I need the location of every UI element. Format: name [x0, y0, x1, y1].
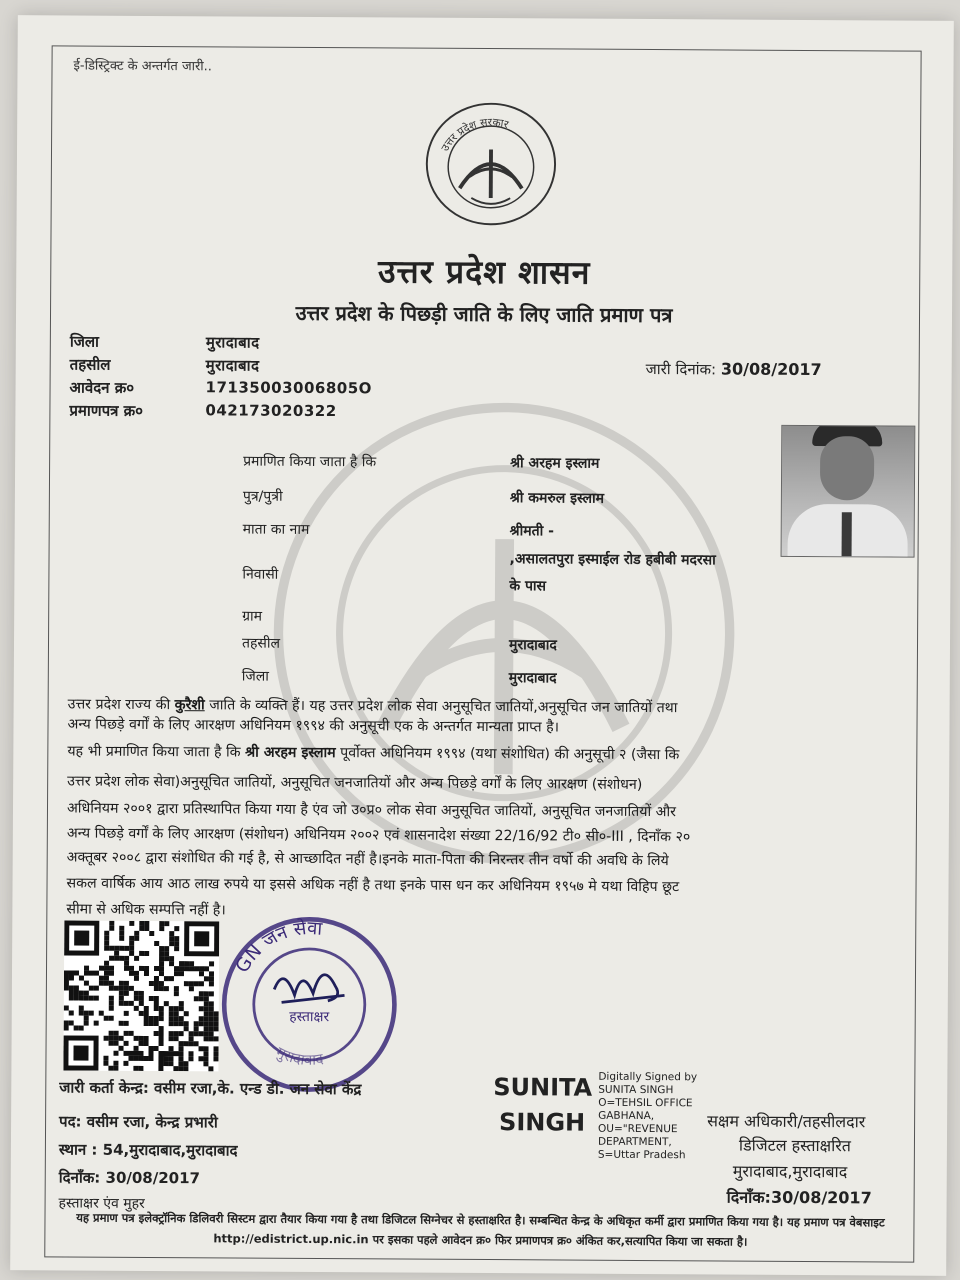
mother-name: श्रीमती - — [509, 523, 554, 540]
issuing-center: जारी कर्ता केन्द्र: वसीम रजा,के. एन्ड डी. जन सेवा केंद्र — [59, 1078, 362, 1099]
digital-signature-details: Digitally Signed by SUNITA SINGH O=TEHSIL OFFICE GABHANA, OU="REVENUE DEPARTMENT, S=Uttar Pradesh — [597, 1070, 698, 1162]
handwritten-signature — [274, 974, 344, 1002]
stamp-ring-text: GN जन सेवा — [231, 917, 323, 977]
application-label: आवेदन क्र० — [69, 378, 135, 397]
stamp-middle-text: हस्ताक्षर — [289, 1008, 330, 1026]
authority-date: दिनाँक:30/08/2017 — [726, 1187, 872, 1208]
detail-tehsil-label: तहसील — [241, 635, 281, 652]
digitally-signed-label: डिजिटल हस्ताक्षरित — [738, 1135, 851, 1156]
stamp-bottom-text: मुरादाबाद — [273, 1043, 325, 1069]
svg-text:GN जन सेवा — [232, 917, 324, 977]
issuer-date: दिनाँक: 30/08/2017 — [58, 1168, 201, 1188]
tehsil-value: मुरादाबाद — [205, 356, 260, 375]
jan-seva-kendra-stamp — [216, 911, 402, 1097]
emblem-text: उत्तर प्रदेश सरकार — [438, 115, 510, 154]
application-number: 17135003006805O — [205, 378, 372, 398]
up-government-emblem-icon — [423, 100, 560, 229]
body-paragraph-2-line-4: अन्य पिछड़े वर्गों के लिए आरक्षण (संशोधन) अधिनियम २००२ एवं शासनादेश संख्या 22/16/92 टी० सी०-III , दिनाँक २० — [66, 825, 691, 846]
parent-name: श्री कमरुल इस्लाम — [509, 490, 605, 507]
resident-label: निवासी — [242, 566, 279, 583]
caste-name: कुरैशी — [174, 697, 205, 714]
issue-date-label: जारी दिनांक: — [645, 359, 717, 379]
body-paragraph-2-line-6: सकल वार्षिक आय आठ लाख रुपये या इससे अधिक नहीं है तथा इनके पास धन कर अधिनियम १९५७ मे यथा विहिप छूट — [66, 875, 680, 896]
digital-signer-name-1: SUNITA — [493, 1073, 593, 1102]
issuer-place: स्थान : 54,मुरादाबाद,मुरादाबाद — [58, 1140, 238, 1160]
resident-address-line2: के पास — [509, 578, 547, 595]
certificate-paper — [10, 15, 954, 1276]
certificate-number-label: प्रमाणपत्र क्र० — [69, 401, 144, 420]
body-paragraph-1-line-2: अन्य पिछड़े वर्गों के लिए आरक्षण अधिनियम १९९४ की अनुसूची एक के अन्तर्गत मान्यता प्राप्त है। — [67, 716, 560, 736]
certified-label: प्रमाणित किया जाता है कि — [243, 453, 377, 471]
detail-tehsil-value: मुरादाबाद — [508, 637, 557, 654]
digital-signer-name-2: SINGH — [499, 1108, 586, 1137]
issuer-post: पद: वसीम रजा, केन्द्र प्रभारी — [59, 1112, 218, 1132]
mother-label: माता का नाम — [242, 521, 310, 538]
qr-code — [63, 920, 219, 1071]
district-label: जिला — [69, 332, 99, 351]
parent-label: पुत्र/पुत्री — [242, 488, 283, 505]
certificate-number: 042173020322 — [205, 401, 337, 421]
applicant-name-inline: श्री अरहम इस्लाम — [245, 744, 336, 762]
detail-district-label: जिला — [241, 668, 269, 685]
issue-date — [646, 359, 822, 380]
body-paragraph-2-line-2: उत्तर प्रदेश लोक सेवा)अनुसूचित जातियों, अनुसूचित जनजातियों और अन्य पिछड़े वर्गों के लिए आरक्षण (संशोधन) — [67, 773, 643, 793]
detail-district-value: मुरादाबाद — [508, 670, 557, 687]
resident-address-line1: ,असालतपुरा इस्माईल रोड हबीबी मदरसा — [509, 551, 716, 569]
footer-disclaimer: यह प्रमाण पत्र इलेक्ट्रॉनिक डिलिवरी सिस्टम द्वारा तैयार किया गया है तथा डिजिटल सिग्नेचर से हस्ताक्षरित है। सम्बन्धित केन्द्र के अधिकृत कर्मी द्वारा प्रमाणित किया गया है। यह प्रमाण पत्र वेबसाइट http://edistrict.up.nic.in पर इसका पहले आवेदन क्र० फिर प्रमाणपत्र क्र० अंकित कर,सत्यापित किया जा सकता है। — [76, 1210, 885, 1249]
certificate-title: उत्तर प्रदेश शासन — [377, 252, 591, 292]
svg-text:मुरादाबाद — [273, 1044, 325, 1069]
authority-location: मुरादाबाद,मुरादाबाद — [732, 1161, 848, 1182]
body-paragraph-2-line-5: अक्तूबर २००८ द्वारा संशोधित की गई है, से आच्छादित नहीं है।इनके माता-पिता की निरन्तर तीन वर्षो की अवधि के लिये — [66, 849, 669, 870]
district-value: मुरादाबाद — [205, 333, 260, 352]
body-paragraph-2-line-7: सीमा से अधिक सम्पत्ति नहीं है। — [66, 901, 226, 919]
body-paragraph-1-line-1: उत्तर प्रदेश राज्य की कुरैशी जाति के व्यक्ति हैं। यह उत्तर प्रदेश लोक सेवा अनुसूचित जातियों,अनुसूचित जन जातियों तथा — [67, 696, 678, 717]
village-label: ग्राम — [242, 608, 263, 625]
body-paragraph-2-line-3: अधिनियम २००१ द्वारा प्रतिस्थापित किया गया है एंव जो उ०प्र० लोक सेवा अनुसूचित जातियों, अनुसूचित जनजातियों और — [66, 800, 677, 821]
applicant-name: श्री अरहम इस्लाम — [510, 455, 600, 472]
competent-authority: सक्षम अधिकारी/तहसीलदार — [707, 1111, 866, 1132]
issue-date-value: 30/08/2017 — [720, 359, 822, 380]
applicant-photo — [781, 425, 916, 558]
certificate-subtitle: उत्तर प्रदेश के पिछड़ी जाति के लिए जाति प्रमाण पत्र — [295, 300, 673, 328]
signature-seal-label: हस्ताक्षर एंव मुहर — [58, 1195, 145, 1212]
svg-text:उत्तर प्रदेश सरकार — [438, 115, 510, 154]
e-district-note: ई-डिस्ट्रिक्ट के अन्तर्गत जारी.. — [73, 58, 213, 75]
body-paragraph-2-line-1: यह भी प्रमाणित किया जाता है कि श्री अरहम इस्लाम पूर्वोक्त अधिनियम १९९४ (यथा संशोधित) की अनुसूची २ (जैसा कि — [67, 743, 680, 764]
tehsil-label: तहसील — [69, 355, 111, 374]
